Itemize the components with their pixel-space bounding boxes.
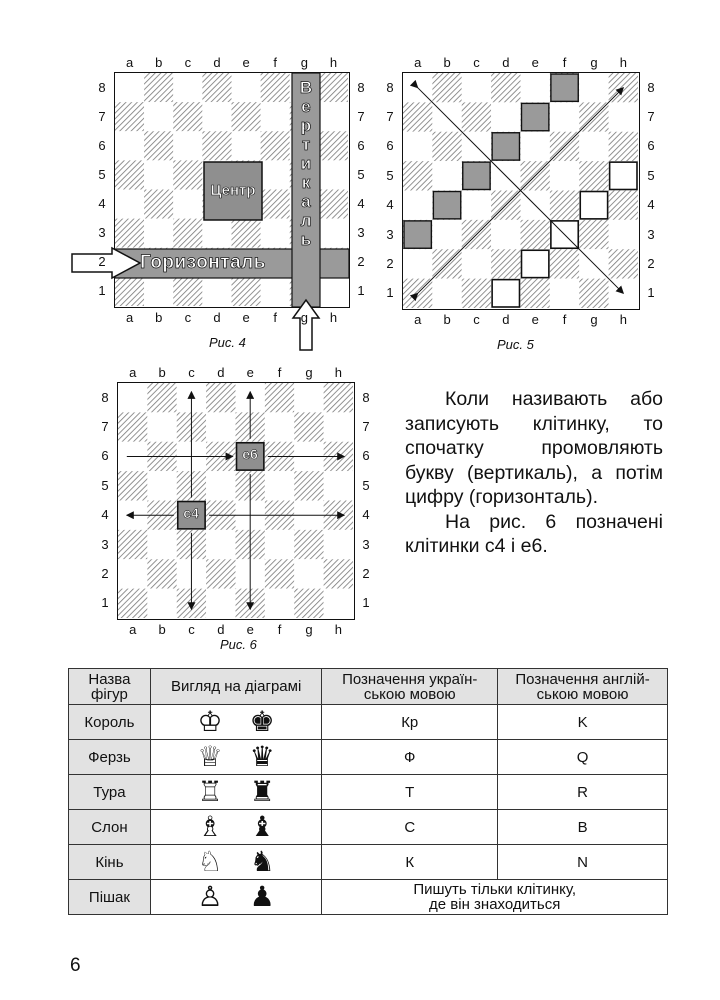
rank-label: 4 bbox=[101, 507, 109, 523]
table-row bbox=[69, 775, 668, 810]
file-label: f bbox=[277, 622, 282, 637]
board-square bbox=[403, 191, 432, 220]
board-square bbox=[324, 530, 353, 559]
board-square bbox=[294, 589, 323, 618]
file-label: g bbox=[590, 312, 598, 327]
paragraph-2: На рис. 6 позначені клітинки с4 і е6. bbox=[405, 510, 663, 557]
rank-label: 3 bbox=[357, 225, 365, 241]
board-square bbox=[294, 412, 323, 441]
rank-label: 1 bbox=[386, 285, 394, 301]
file-label: b bbox=[158, 622, 166, 637]
header-ua: Позначення україн-ською мовою bbox=[322, 669, 498, 705]
file-label: f bbox=[273, 55, 277, 70]
board-square bbox=[550, 102, 579, 131]
board-square bbox=[521, 220, 550, 249]
file-label: d bbox=[213, 310, 221, 325]
file-label: a bbox=[129, 622, 137, 637]
file-label: h bbox=[334, 622, 342, 637]
rank-label: 4 bbox=[386, 197, 394, 213]
board-square bbox=[118, 383, 147, 412]
black-piece-icon: ♞ bbox=[249, 845, 275, 878]
board-square bbox=[491, 102, 520, 131]
board-square bbox=[432, 73, 461, 102]
ua-notation: Ф bbox=[322, 740, 498, 775]
vertical-label-letter: е bbox=[301, 97, 311, 116]
file-label: c bbox=[473, 312, 480, 327]
rank-label: 6 bbox=[362, 448, 370, 464]
rank-label: 2 bbox=[357, 254, 365, 270]
board-fig6-squares bbox=[118, 383, 353, 618]
board-square bbox=[206, 383, 235, 412]
white-piece-icon: ♘ bbox=[197, 845, 223, 878]
table-row bbox=[69, 705, 668, 740]
board-fig5 bbox=[402, 72, 640, 310]
white-piece-icon: ♙ bbox=[197, 880, 223, 913]
diagonal-square-outlined bbox=[580, 192, 607, 219]
file-label: g bbox=[300, 55, 308, 70]
board-square bbox=[403, 161, 432, 190]
board-square bbox=[550, 161, 579, 190]
rank-label: 7 bbox=[647, 109, 655, 125]
board-square bbox=[432, 279, 461, 308]
file-label: g bbox=[300, 310, 308, 325]
rank-label: 3 bbox=[98, 225, 106, 241]
rank-label: 7 bbox=[362, 419, 370, 435]
rank-label: 4 bbox=[647, 197, 655, 213]
file-label: b bbox=[443, 55, 451, 70]
header-name: Назва фігур bbox=[69, 669, 151, 705]
table-row bbox=[69, 880, 668, 915]
file-label: a bbox=[129, 365, 137, 380]
board-square bbox=[265, 530, 294, 559]
horizontal-label: Горизонталь bbox=[140, 252, 266, 273]
rank-label: 8 bbox=[362, 389, 370, 405]
fig5-caption: Рис. 5 bbox=[497, 337, 534, 352]
rank-label: 4 bbox=[357, 196, 365, 212]
board-square bbox=[147, 559, 176, 588]
file-label: h bbox=[619, 312, 627, 327]
file-label: d bbox=[502, 55, 510, 70]
center-label: Центр bbox=[210, 182, 256, 199]
diagonal-square-grey bbox=[551, 74, 578, 101]
vertical-label bbox=[292, 78, 320, 249]
board-square bbox=[324, 559, 353, 588]
rank-label: 5 bbox=[647, 167, 655, 183]
board-square bbox=[579, 220, 608, 249]
board-square bbox=[491, 220, 520, 249]
rank-label: 5 bbox=[98, 166, 106, 182]
board-square bbox=[294, 559, 323, 588]
rank-label: 3 bbox=[647, 226, 655, 242]
rank-label: 2 bbox=[386, 255, 394, 271]
board-square bbox=[118, 412, 147, 441]
board-square bbox=[147, 471, 176, 500]
board-square bbox=[609, 220, 638, 249]
vertical-label-letter: л bbox=[300, 211, 312, 230]
piece-name: Пішак bbox=[69, 880, 151, 915]
board-square bbox=[550, 191, 579, 220]
rank-label: 5 bbox=[357, 166, 365, 182]
file-label: f bbox=[277, 365, 282, 380]
board-square bbox=[206, 530, 235, 559]
vertical-label-letter: а bbox=[301, 192, 311, 211]
board-square bbox=[579, 73, 608, 102]
vertical-label-letter: т bbox=[301, 135, 311, 154]
board-square bbox=[265, 559, 294, 588]
board-square bbox=[579, 279, 608, 308]
board-square bbox=[206, 412, 235, 441]
board-square bbox=[147, 383, 176, 412]
board-square bbox=[147, 589, 176, 618]
pawn-note: Пишуть тільки клітинку, де він знаходиться bbox=[322, 880, 668, 915]
white-piece-icon: ♕ bbox=[197, 740, 223, 773]
board-square bbox=[118, 471, 147, 500]
board-square bbox=[609, 249, 638, 278]
file-label: c bbox=[184, 310, 192, 325]
board-square bbox=[403, 102, 432, 131]
rank-label: 6 bbox=[101, 448, 109, 464]
file-label: e bbox=[531, 312, 539, 327]
board-square bbox=[579, 161, 608, 190]
file-label: b bbox=[155, 310, 163, 325]
file-label: a bbox=[414, 312, 422, 327]
rank-label: 2 bbox=[98, 254, 106, 270]
rank-label: 1 bbox=[98, 283, 106, 299]
rank-label: 4 bbox=[362, 507, 370, 523]
rank-label: 1 bbox=[357, 283, 365, 299]
rank-label: 6 bbox=[357, 137, 365, 153]
board-square bbox=[609, 191, 638, 220]
board-square bbox=[265, 471, 294, 500]
rank-label: 5 bbox=[362, 477, 370, 493]
vertical-label-letter: ь bbox=[300, 230, 312, 249]
rank-label: 7 bbox=[98, 108, 106, 124]
diagonal-square-grey bbox=[433, 192, 460, 219]
board-square bbox=[462, 73, 491, 102]
piece-name: Король bbox=[69, 705, 151, 740]
board-square bbox=[462, 279, 491, 308]
vertical-label-letter: В bbox=[299, 78, 313, 97]
file-label: d bbox=[217, 365, 225, 380]
board-square bbox=[550, 279, 579, 308]
board-square bbox=[432, 132, 461, 161]
board-square bbox=[324, 471, 353, 500]
file-label: d bbox=[213, 55, 221, 70]
board-square bbox=[403, 249, 432, 278]
board-square bbox=[403, 132, 432, 161]
rank-label: 2 bbox=[362, 565, 370, 581]
file-label: b bbox=[443, 312, 451, 327]
board-square bbox=[462, 249, 491, 278]
diagonal-square-grey bbox=[404, 221, 431, 248]
rank-label: 1 bbox=[647, 285, 655, 301]
rank-label: 8 bbox=[386, 79, 394, 95]
board-square bbox=[324, 383, 353, 412]
board-square bbox=[206, 559, 235, 588]
board-square bbox=[118, 589, 147, 618]
ua-notation: С bbox=[322, 810, 498, 845]
square-e6-label: е6 bbox=[242, 446, 258, 462]
file-label: f bbox=[562, 55, 567, 70]
piece-diagram bbox=[150, 740, 321, 775]
file-label: b bbox=[158, 365, 166, 380]
board-square bbox=[462, 102, 491, 131]
diagonal-square-outlined bbox=[492, 280, 519, 307]
board-square bbox=[118, 559, 147, 588]
file-label: f bbox=[562, 312, 567, 327]
rank-label: 7 bbox=[357, 108, 365, 124]
rank-label: 6 bbox=[386, 138, 394, 154]
rank-label: 8 bbox=[357, 79, 365, 95]
file-label: g bbox=[305, 365, 313, 380]
white-piece-icon: ♔ bbox=[197, 705, 223, 738]
file-label: a bbox=[414, 55, 422, 70]
table-row bbox=[69, 740, 668, 775]
board-square bbox=[324, 589, 353, 618]
header-view: Вигляд на діаграмі bbox=[150, 669, 321, 705]
rank-label: 5 bbox=[386, 167, 394, 183]
table-row bbox=[69, 810, 668, 845]
board-square bbox=[550, 249, 579, 278]
file-label: e bbox=[242, 55, 250, 70]
file-label: g bbox=[590, 55, 598, 70]
rank-label: 8 bbox=[98, 79, 106, 95]
rank-label: 3 bbox=[362, 536, 370, 552]
file-label: e bbox=[246, 365, 254, 380]
board-square bbox=[265, 383, 294, 412]
piece-diagram bbox=[150, 705, 321, 740]
black-piece-icon: ♛ bbox=[249, 740, 275, 773]
en-notation: K bbox=[498, 705, 668, 740]
file-label: e bbox=[531, 55, 539, 70]
file-label: h bbox=[619, 55, 627, 70]
en-notation: B bbox=[498, 810, 668, 845]
vertical-label-letter: к bbox=[301, 173, 311, 192]
board-square bbox=[118, 530, 147, 559]
white-piece-icon: ♗ bbox=[197, 810, 223, 843]
explanation-text bbox=[405, 387, 663, 559]
piece-name: Кінь bbox=[69, 845, 151, 880]
header-en: Позначення англій-ською мовою bbox=[498, 669, 668, 705]
board-square bbox=[491, 73, 520, 102]
rank-label: 7 bbox=[101, 419, 109, 435]
piece-diagram bbox=[150, 810, 321, 845]
ua-notation: Т bbox=[322, 775, 498, 810]
board-square bbox=[609, 132, 638, 161]
rank-label: 1 bbox=[101, 595, 109, 611]
file-label: a bbox=[125, 55, 134, 70]
rank-label: 7 bbox=[386, 109, 394, 125]
ua-notation: К bbox=[322, 845, 498, 880]
rank-label: 6 bbox=[647, 138, 655, 154]
en-notation: R bbox=[498, 775, 668, 810]
board-square bbox=[491, 249, 520, 278]
pieces-table bbox=[68, 668, 668, 915]
piece-diagram bbox=[150, 880, 321, 915]
piece-name: Слон bbox=[69, 810, 151, 845]
board-square bbox=[147, 412, 176, 441]
file-label: h bbox=[329, 310, 338, 325]
en-notation: Q bbox=[498, 740, 668, 775]
file-label: d bbox=[502, 312, 510, 327]
square-c4-label: с4 bbox=[183, 505, 199, 521]
board-square bbox=[521, 132, 550, 161]
paragraph-1: Коли називають або записують клітинку, то спочатку промовляють букву (вертикаль), а потім цифру (горизонталь). bbox=[405, 388, 663, 508]
board-square bbox=[294, 471, 323, 500]
rank-label: 1 bbox=[362, 595, 370, 611]
file-label: c bbox=[188, 622, 195, 637]
board-square bbox=[432, 220, 461, 249]
table-row bbox=[69, 845, 668, 880]
diagonal-square-outlined bbox=[610, 162, 637, 189]
board-fig6 bbox=[117, 382, 355, 620]
ua-notation: Кр bbox=[322, 705, 498, 740]
file-label: c bbox=[473, 55, 480, 70]
file-label: b bbox=[155, 55, 163, 70]
piece-name: Тура bbox=[69, 775, 151, 810]
black-piece-icon: ♜ bbox=[249, 775, 275, 808]
file-label: d bbox=[217, 622, 225, 637]
fig4-caption: Рис. 4 bbox=[209, 335, 246, 350]
board-square bbox=[206, 471, 235, 500]
black-piece-icon: ♟ bbox=[249, 880, 275, 913]
file-label: c bbox=[184, 55, 192, 70]
board-square bbox=[521, 279, 550, 308]
rank-label: 6 bbox=[98, 137, 106, 153]
file-label: a bbox=[125, 310, 134, 325]
board-square bbox=[432, 161, 461, 190]
board-fig5-squares bbox=[403, 73, 638, 308]
board-square bbox=[579, 132, 608, 161]
file-label: e bbox=[246, 622, 254, 637]
board-square bbox=[521, 73, 550, 102]
file-label: h bbox=[334, 365, 342, 380]
rank-label: 5 bbox=[101, 477, 109, 493]
fig6-caption: Рис. 6 bbox=[220, 637, 257, 652]
diagonal-square-grey bbox=[522, 103, 549, 130]
rank-label: 3 bbox=[386, 226, 394, 242]
board-square bbox=[294, 383, 323, 412]
board-square bbox=[609, 102, 638, 131]
piece-diagram bbox=[150, 845, 321, 880]
file-label: c bbox=[188, 365, 195, 380]
board-square bbox=[324, 412, 353, 441]
en-notation: N bbox=[498, 845, 668, 880]
rank-label: 2 bbox=[647, 255, 655, 271]
page-number: 6 bbox=[70, 955, 81, 976]
black-piece-icon: ♚ bbox=[249, 705, 275, 738]
rank-label: 3 bbox=[101, 536, 109, 552]
diagonal-square-grey bbox=[463, 162, 490, 189]
rank-label: 8 bbox=[101, 389, 109, 405]
diagonal-square-grey bbox=[492, 133, 519, 160]
white-piece-icon: ♖ bbox=[197, 775, 223, 808]
rank-label: 8 bbox=[647, 79, 655, 95]
board-square bbox=[206, 589, 235, 618]
rank-label: 2 bbox=[101, 565, 109, 581]
board-square bbox=[294, 530, 323, 559]
vertical-label-letter: р bbox=[300, 116, 312, 135]
vertical-label-letter: и bbox=[300, 154, 312, 173]
file-label: e bbox=[242, 310, 250, 325]
board-square bbox=[265, 412, 294, 441]
rank-label: 4 bbox=[98, 196, 106, 212]
file-label: f bbox=[273, 310, 277, 325]
black-piece-icon: ♝ bbox=[249, 810, 275, 843]
file-label: h bbox=[329, 55, 338, 70]
board-square bbox=[265, 589, 294, 618]
file-label: g bbox=[305, 622, 313, 637]
diagonal-square-outlined bbox=[522, 250, 549, 277]
piece-name: Ферзь bbox=[69, 740, 151, 775]
board-square bbox=[147, 530, 176, 559]
board-square bbox=[462, 191, 491, 220]
piece-diagram bbox=[150, 775, 321, 810]
